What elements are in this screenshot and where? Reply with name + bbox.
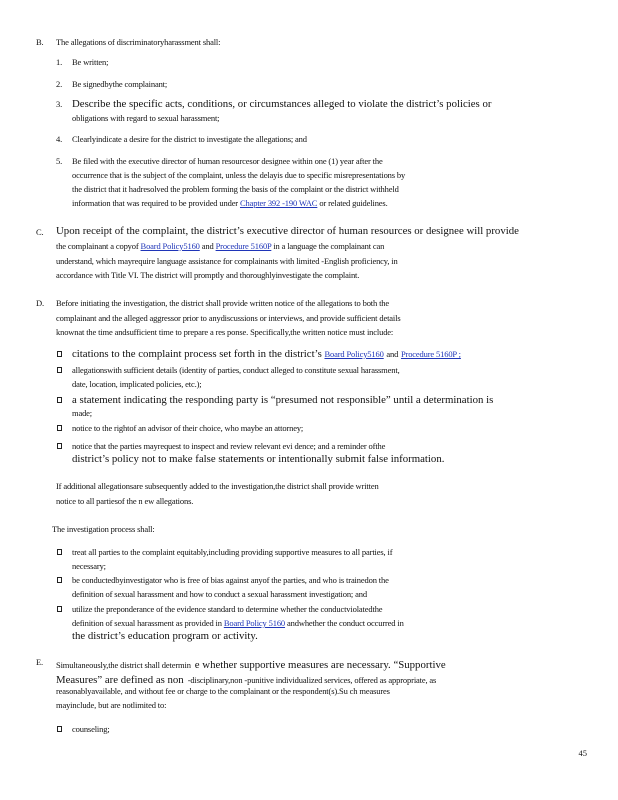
- c-line-3: understand, which mayrequire language assistance for complainants with limited -English proficiency, in: [56, 256, 398, 266]
- d-process-3-line-3: the district’s education program or activity.: [72, 630, 258, 642]
- d-bullet-2-line-1: allegationswith sufficient details (identity of parties, conduct alleged to constitute sexual harassment,: [72, 365, 400, 375]
- d-process-3-line-1: utilize the preponderance of the evidence standard to determine whether the conductviolatedthe: [72, 604, 383, 614]
- section-c-marker: C.: [36, 227, 44, 237]
- b-item-4-num: 4.: [56, 134, 63, 144]
- bullet-box-icon: [57, 443, 62, 449]
- b-item-5-text-4a: information that was required to be provided under: [72, 198, 238, 208]
- b-item-1-text: Be written;: [72, 57, 109, 67]
- c-line-1: Upon receipt of the complaint, the district’s executive director of human resources or designee will provide: [56, 225, 519, 237]
- section-d-marker: D.: [36, 298, 44, 308]
- c-line-4: accordance with Title VI. The district will promptly and thoroughlyinvestigate the complaint.: [56, 270, 360, 280]
- bullet-box-icon: [57, 726, 62, 732]
- d-bullet-1-and: and: [386, 349, 399, 359]
- page-number: 45: [578, 748, 587, 758]
- b-item-3-num: 3.: [56, 99, 63, 109]
- d-bullet-3-line-1: a statement indicating the responding party is “presumed not responsible” until a determination is: [72, 394, 494, 406]
- e-line-2: [56, 671, 436, 687]
- bullet-box-icon: [57, 606, 62, 612]
- d-process-2-line-1: be conductedbyinvestigator who is free of bias against anyof the parties, and who is trainedon the: [72, 575, 389, 585]
- d-process-1-line-2: necessary;: [72, 561, 106, 571]
- c-line-2: [56, 242, 384, 251]
- e-bullet-1: counseling;: [72, 724, 110, 734]
- b-item-5-text-3: the district that it hadresolved the problem forming the basis of the complaint or the district withheld: [72, 184, 399, 194]
- e-line-1a: Simultaneously,the district shall determin: [56, 660, 191, 670]
- d-process-3-line-2a: definition of sexual harassment as provided in: [72, 618, 222, 628]
- link-board-policy-5160-p3[interactable]: Board Policy 5160: [223, 618, 286, 628]
- e-line-2a: Measures” are defined as non: [56, 674, 184, 686]
- d-line-3: knownat the time andsufficient time to prepare a res ponse. Specifically,the written notice must include:: [56, 327, 394, 337]
- bullet-box-icon: [57, 425, 62, 431]
- bullet-box-icon: [57, 367, 62, 373]
- b-item-1-num: 1.: [56, 57, 63, 67]
- d-bullet-4: notice to the rightof an advisor of their choice, who maybe an attorney;: [72, 423, 304, 433]
- d-bullet-2-line-2: date, location, implicated policies, etc.);: [72, 379, 202, 389]
- d-bullet-1-text: citations to the complaint process set forth in the district’s: [72, 348, 322, 360]
- bullet-box-icon: [57, 351, 62, 357]
- section-b-intro: The allegations of discriminatoryharassment shall:: [56, 37, 221, 47]
- e-line-3: reasonablyavailable, and without fee or charge to the complainant or the respondent(s).Su ch measures: [56, 686, 390, 696]
- d-bullet-5-line-1: notice that the parties mayrequest to inspect and review relevant evi dence; and a reminder ofthe: [72, 441, 386, 451]
- b-item-2-text: Be signedbythe complainant;: [72, 79, 168, 89]
- b-item-5-text-2: occurrence that is the subject of the complaint, unless the delayis due to specific misrepresentations by: [72, 170, 406, 180]
- c-line-2b: and: [201, 241, 214, 251]
- b-item-5-text-1: Be filed with the executive director of human resourcesor designee within one (1) year after the: [72, 156, 383, 166]
- b-item-5-text-4: [72, 199, 388, 208]
- d-bullet-3-line-2: made;: [72, 408, 93, 418]
- link-board-policy-5160-d[interactable]: Board Policy5160: [324, 349, 384, 359]
- b-item-3-text-1: Describe the specific acts, conditions, or circumstances alleged to violate the district’s policies or: [72, 98, 492, 110]
- d-line-1: Before initiating the investigation, the district shall provide written notice of the allegations to both the: [56, 298, 390, 308]
- d-process-3-line-2: [72, 619, 404, 628]
- d-additional-line-2: notice to all partiesof the n ew allegations.: [56, 496, 194, 506]
- link-board-policy-5160[interactable]: Board Policy5160: [140, 241, 200, 251]
- b-item-3-text-2: obligations with regard to sexual harassment;: [72, 113, 220, 123]
- link-procedure-5160p-d[interactable]: Procedure 5160P ;: [400, 349, 461, 359]
- e-line-1: [56, 656, 446, 672]
- section-e-marker: E.: [36, 657, 44, 667]
- d-process-2-line-2: definition of sexual harassment and how to conduct a sexual harassment investigation; and: [72, 589, 367, 599]
- b-item-2-num: 2.: [56, 79, 63, 89]
- d-line-2: complainant and the alleged aggressor prior to anydiscussions or interviews, and provide sufficient details: [56, 313, 401, 323]
- d-bullet-1: [72, 349, 461, 360]
- d-additional-line-1: If additional allegationsare subsequently added to the investigation,the district shall provide written: [56, 481, 379, 491]
- e-line-1b: e whether supportive measures are necessary. “Supportive: [194, 659, 446, 671]
- link-chapter-392-190-wac[interactable]: Chapter 392 -190 WAC: [239, 198, 318, 208]
- b-item-5-num: 5.: [56, 156, 63, 166]
- d-process-1-line-1: treat all parties to the complaint equitably,including providing supportive measures to all parties, if: [72, 547, 393, 557]
- c-line-2c: in a language the complainant can: [273, 241, 385, 251]
- bullet-box-icon: [57, 577, 62, 583]
- section-b-marker: B.: [36, 37, 44, 47]
- e-line-4: mayinclude, but are notlimited to:: [56, 700, 167, 710]
- d-process-3-line-2b: andwhether the conduct occurred in: [287, 618, 404, 628]
- b-item-5-text-4b: or related guidelines.: [319, 198, 388, 208]
- c-line-2a: the complainant a copyof: [56, 241, 139, 251]
- bullet-box-icon: [57, 397, 62, 403]
- d-process-intro: The investigation process shall:: [52, 524, 155, 534]
- e-line-2b: -disciplinary,non -punitive individualized services, offered as appropriate, as: [187, 675, 437, 685]
- b-item-4-text: Clearlyindicate a desire for the district to investigate the allegations; and: [72, 134, 307, 144]
- d-bullet-5-line-2: district’s policy not to make false statements or intentionally submit false information.: [72, 453, 445, 465]
- bullet-box-icon: [57, 549, 62, 555]
- link-procedure-5160p[interactable]: Procedure 5160P: [215, 241, 272, 251]
